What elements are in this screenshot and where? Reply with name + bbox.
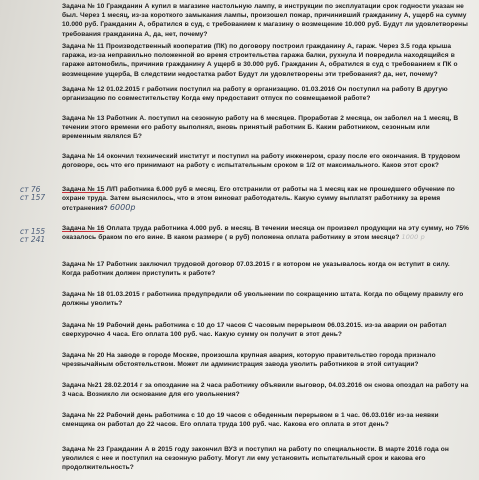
task-heading: Задача № 18	[62, 291, 105, 298]
task-15	[62, 185, 470, 214]
task-heading: Задача № 11	[62, 43, 104, 50]
task-text: Оплата труда работника 4.000 руб. в месяц. В течении месяца он произвел продукции на эту сумму, но 75% оказалось браком по его вине. В каком размере ( в руб) положена оплата работнику в этом месяце?	[62, 225, 469, 242]
task-text: Гражданин А в 2015 году закончил ВУЗ и поступил на работу по специальности. В марте 2016 года он уволился с нее и поступил на сезонную работу. Могут ли ему установить испытательный срок и какова его продолжительность?	[62, 446, 449, 472]
task-heading: Задача №21	[62, 382, 103, 389]
task-10	[62, 2, 470, 39]
task-19	[62, 321, 470, 339]
handwritten-answer: 1000 р	[401, 233, 425, 242]
margin-note-task-16: ст 155 ст 241	[20, 227, 46, 244]
task-text: 01.03.2015 г работника предупредили об увольнении по сокращению штата. Когда по общему правилу его должны уволить?	[62, 291, 464, 308]
task-text: окончил технический институт и поступил на работу инженером, сразу после его окончания. В трудовом договоре, ось что его принимают на работу с испытательным сроком в 1/2 от максимального. Каков этот срок?	[62, 153, 461, 170]
task-heading: Задача № 20	[62, 352, 105, 359]
task-text: 28.02.2014 г за опоздание на 2 часа работнику объявили выговор, 04.03.2016 он снова опоздал на работу на 3 часа. Возникло ли основание для его увольнения?	[62, 382, 469, 399]
task-heading: Задача № 14	[62, 153, 105, 160]
task-heading: Задача № 10	[62, 3, 105, 10]
task-22	[62, 411, 470, 429]
handwritten-answer: 6000р	[109, 203, 136, 213]
task-21	[62, 381, 470, 399]
task-heading: Задача № 19	[62, 322, 105, 329]
task-heading: Задача № 23	[62, 446, 105, 453]
task-heading: Задача № 15	[62, 186, 105, 193]
task-heading: Задача № 22	[62, 412, 105, 419]
task-23	[62, 445, 470, 473]
task-text: Рабочий день работника с 10 до 19 часов с обеденным перерывом в 1 час. 06.03.016г из-за неявки сменщика он работал до 22 часов. Его оплата труда 100 руб. час. Какова его оплата в этот день?	[62, 412, 439, 429]
task-18	[62, 290, 470, 308]
task-12	[62, 85, 470, 103]
task-text: 01.02.2015 г работник поступил на работу в организацию. 01.03.2016 Он поступил на работу В другую организацию по совместительству Когда ему предоставит отпуск по совмещаемой работе?	[62, 86, 448, 103]
task-text: Гражданин А купил в магазине настольную лампу, в инструкции по эксплуатации срок годности указан не был. Через 1 месяц, из-за короткого замыкания лампы, произошел пожар, причинивший гражданину А, ущерб на сумму 10.000 руб. Гражданин А, обратился в суд, с требованием к магазину о возмещение 10.000 руб. Будут ли удовлетворены требования гражданина А, да, нет, почему?	[62, 3, 468, 38]
margin-note-task-15: ст 76 ст 157	[20, 185, 46, 202]
task-heading: Задача № 17	[62, 261, 105, 268]
task-text: Работник А. поступил на сезонную работу на 6 месяцев. Проработав 2 месяца, он заболел на 1 месяц, В течении этого времени его работу выполнял, вновь принятый работник Б. Каким работником, сезонным или временным являлся Б?	[62, 115, 459, 141]
task-11	[62, 42, 470, 79]
task-17	[62, 260, 470, 278]
task-16	[62, 224, 470, 242]
task-text: Л/П работника 6.000 руб в месяц. Его отстранили от работы на 1 месяц как не прошедшего обучение по охране труда. Затем выяснилось, что в этом виноват работодатель. Какую сумму выплатят работнику за время отстранения?	[62, 186, 455, 213]
task-text: На заводе в городе Москве, произошла крупная авария, которую правительство города признало чрезвычайным обстоятельством. Может ли администрация завода уволить работников в этой ситуации?	[62, 352, 436, 369]
task-heading: Задача № 12	[62, 86, 105, 93]
task-14	[62, 152, 470, 170]
task-text: Рабочий день работника с 10 до 17 часов С часовым перерывом 06.03.2015. из-за аварии он работал сверхурочно 4 часа. Его оплата 100 руб. час. Какую сумму он получит в этот день?	[62, 322, 447, 339]
task-heading: Задача № 13	[62, 115, 105, 122]
task-20	[62, 351, 470, 369]
task-text: Производственный кооператив (ПК) по договору построил гражданину А, гараж. Через 3.5 года крыша гаража, из-за неправильно положенной во время строительства гаража балки, рухнула И повредила находящийся в гараже автомобиль, причинив гражданину А ущерб в 30.000 руб. Гражданин А, обратился в суд с требованием к ПК о возмещение ущерба, В следствии недостатка работ Будут ли удовлетворены эти требования? да, нет, почему?	[62, 43, 458, 78]
task-text: Работник заключил трудовой договор 07.03.2015 г в котором не указывалось когда он вступит в силу. Когда работник должен приступить к работе?	[62, 261, 450, 278]
task-heading: Задача № 16	[62, 225, 105, 232]
task-13	[62, 114, 470, 142]
